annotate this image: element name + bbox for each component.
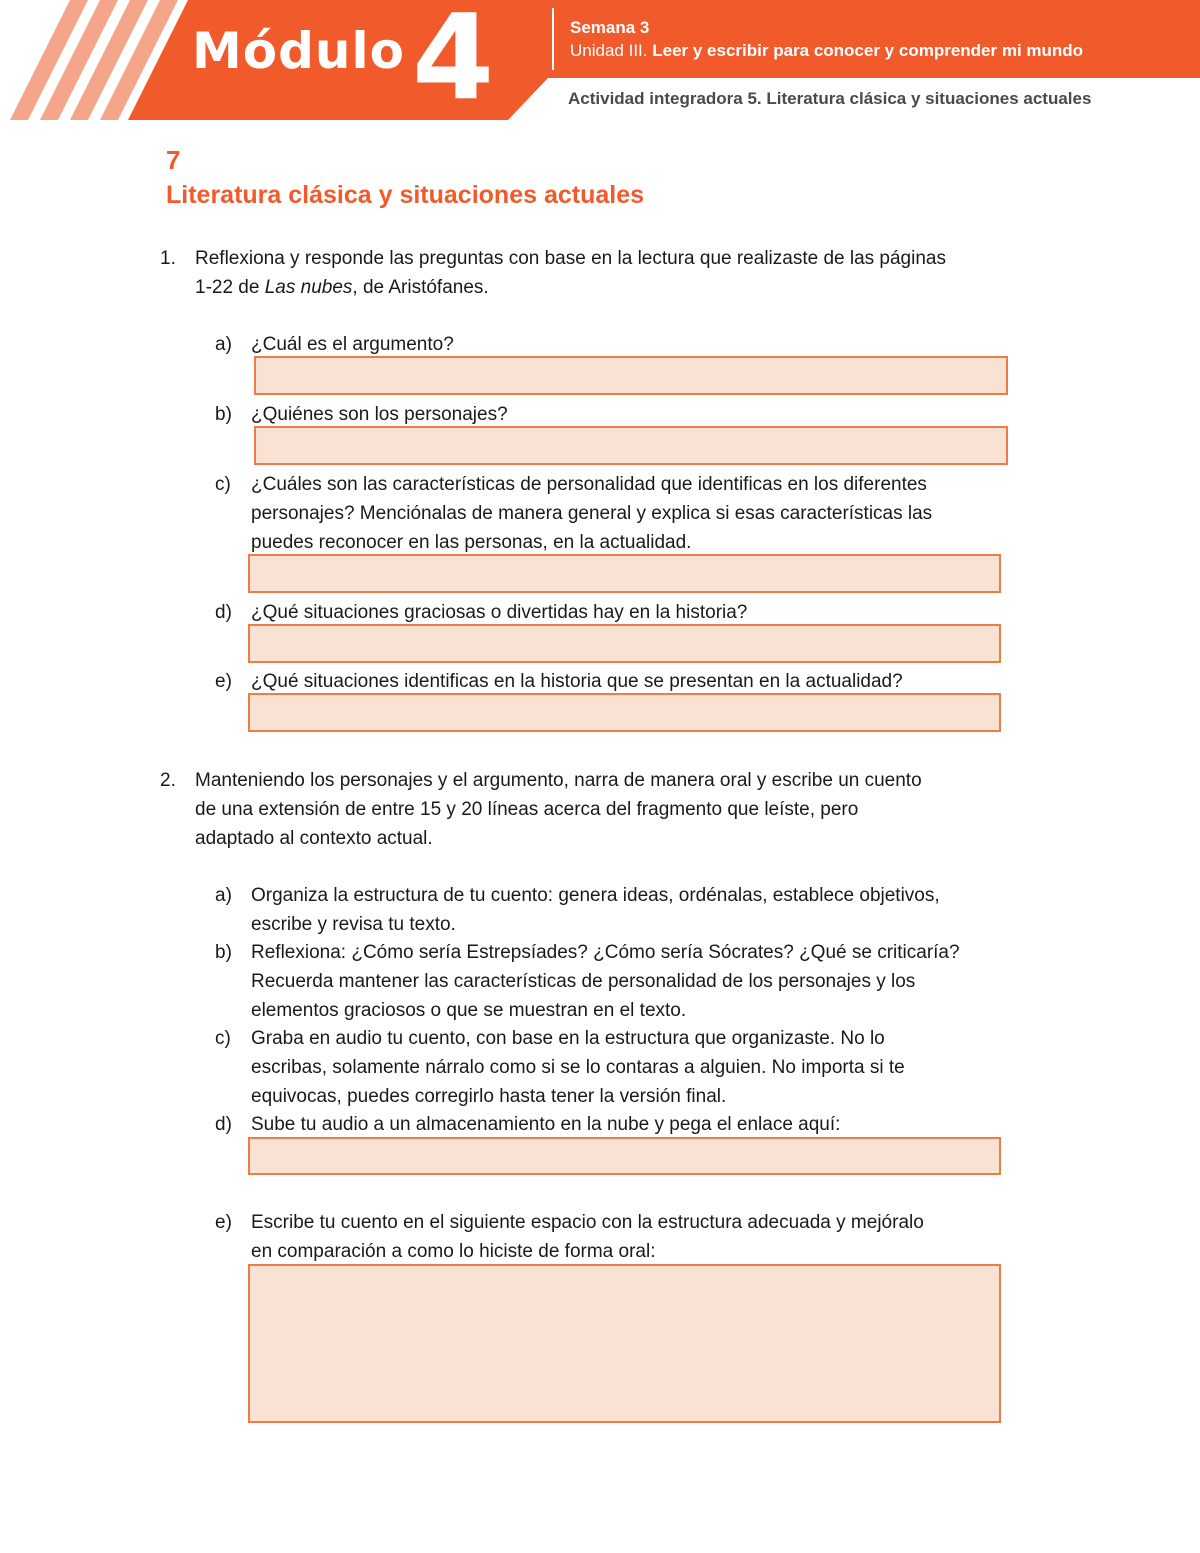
question-1-intro-line [195, 273, 946, 302]
unit-label [570, 41, 1083, 61]
item-line: ¿Quiénes son los personajes? [251, 404, 508, 425]
item-2d-letter: d) [215, 1114, 232, 1135]
item-1b-text [251, 400, 508, 429]
item-line: ¿Qué situaciones graciosas o divertidas hay en la historia? [251, 602, 748, 623]
item-2d-text [251, 1110, 840, 1139]
item-line: Escribe tu cuento en el siguiente espacio con la estructura adecuada y mejóralo [251, 1212, 924, 1233]
item-2a-text [251, 881, 940, 939]
page-header [0, 0, 1200, 125]
intro-text: , de Aristófanes. [352, 277, 489, 298]
item-2b-text [251, 938, 960, 1025]
unit-title: Leer y escribir para conocer y comprender mi mundo [652, 41, 1084, 60]
item-line: personajes? Menciónalas de manera general y explica si esas características las [251, 503, 933, 524]
item-line: Sube tu audio a un almacenamiento en la nube y pega el enlace aquí: [251, 1114, 841, 1135]
item-line: ¿Qué situaciones identificas en la historia que se presentan en la actualidad? [251, 671, 903, 692]
item-line: escribe y revisa tu texto. [251, 914, 456, 935]
story-text-area[interactable] [248, 1264, 1001, 1423]
answer-field-1e[interactable] [248, 693, 1001, 732]
item-line: elementos graciosos o que se muestran en el texto. [251, 1000, 687, 1021]
question-1-number: 1. [160, 248, 176, 269]
question-2-intro [195, 766, 922, 853]
answer-field-1b[interactable] [254, 426, 1008, 465]
section-title: Literatura clásica y situaciones actuales [166, 181, 645, 209]
question-2-intro-line: de una extensión de entre 15 y 20 líneas acerca del fragmento que leíste, pero [195, 799, 859, 820]
audio-link-field[interactable] [248, 1137, 1001, 1175]
section-number: 7 [166, 145, 181, 175]
question-2-intro-line: Manteniendo los personajes y el argumento, narra de manera oral y escribe un cuento [195, 770, 922, 791]
item-1a-text [251, 330, 454, 359]
module-number: 4 [412, 0, 495, 126]
item-2a-letter: a) [215, 885, 232, 906]
item-line: ¿Cuál es el argumento? [251, 334, 454, 355]
answer-field-1d[interactable] [248, 624, 1001, 663]
activity-title: Actividad integradora 5. Literatura clásica y situaciones actuales [568, 89, 1092, 108]
item-1b-letter: b) [215, 404, 232, 425]
question-1-intro-line: Reflexiona y responde las preguntas con base en la lectura que realizaste de las páginas [195, 248, 946, 269]
item-line: equivocas, puedes corregirlo hasta tener la versión final. [251, 1086, 727, 1107]
item-2c-text [251, 1024, 905, 1111]
item-1d-text [251, 598, 747, 627]
item-line: ¿Cuáles son las características de personalidad que identificas en los diferentes [251, 474, 927, 495]
item-1e-letter: e) [215, 671, 232, 692]
item-2e-text [251, 1208, 924, 1266]
week-label: Semana 3 [570, 18, 650, 37]
item-2c-letter: c) [215, 1028, 231, 1049]
question-2-intro-line: adaptado al contexto actual. [195, 828, 433, 849]
item-1c-letter: c) [215, 474, 231, 495]
item-1a-letter: a) [215, 334, 232, 355]
unit-prefix: Unidad III. [570, 41, 648, 60]
item-1c-text [251, 470, 932, 557]
item-line: Organiza la estructura de tu cuento: genera ideas, ordénalas, establece objetivos, [251, 885, 940, 906]
item-line: en comparación a como lo hiciste de forma oral: [251, 1241, 656, 1262]
item-2e-letter: e) [215, 1212, 232, 1233]
item-line: Recuerda mantener las características de personalidad de los personajes y los [251, 971, 916, 992]
item-line: escribas, solamente nárralo como si se lo contaras a alguien. No importa si te [251, 1057, 905, 1078]
question-2-number: 2. [160, 770, 176, 791]
item-1e-text [251, 667, 903, 696]
module-word: Módulo [192, 22, 405, 80]
answer-field-1a[interactable] [254, 356, 1008, 395]
item-1d-letter: d) [215, 602, 232, 623]
item-line: Graba en audio tu cuento, con base en la estructura que organizaste. No lo [251, 1028, 885, 1049]
item-line: Reflexiona: ¿Cómo sería Estrepsíades? ¿Cómo sería Sócrates? ¿Qué se criticaría? [251, 942, 960, 963]
question-1-intro [195, 244, 946, 302]
item-2b-letter: b) [215, 942, 232, 963]
intro-text: 1-22 de [195, 277, 265, 298]
item-line: puedes reconocer en las personas, en la actualidad. [251, 532, 692, 553]
book-title: Las nubes [264, 277, 353, 298]
answer-field-1c[interactable] [248, 554, 1001, 593]
